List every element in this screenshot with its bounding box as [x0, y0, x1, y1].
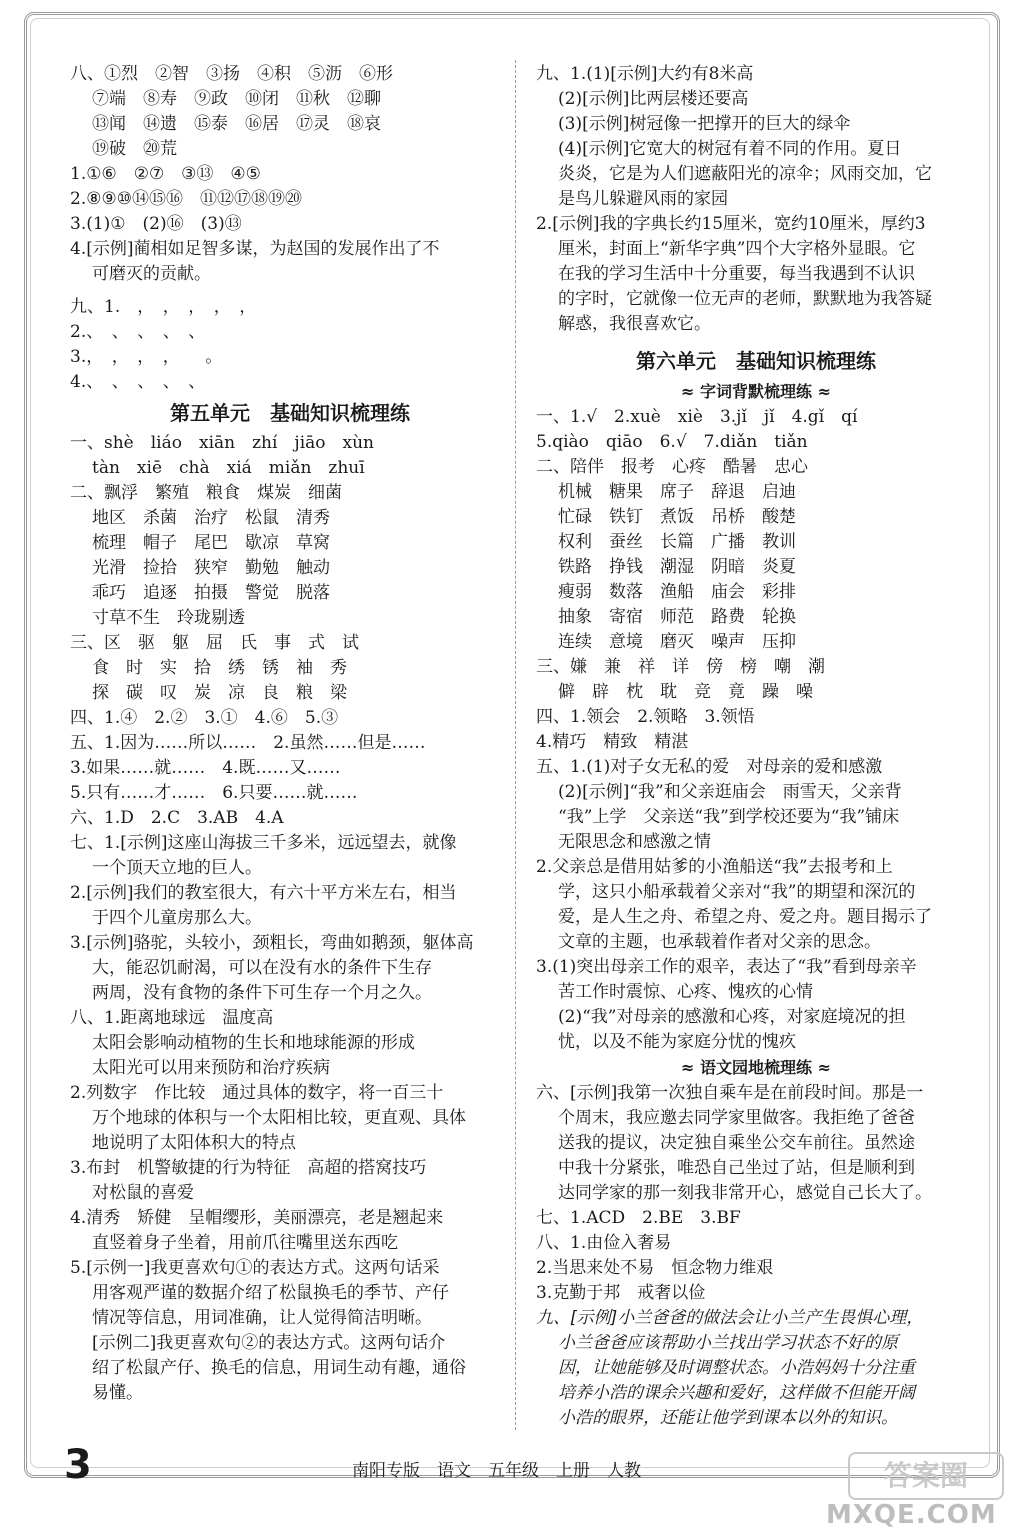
left2-line: 直竖着身子坐着，用前爪往嘴里送东西吃	[92, 1233, 398, 1253]
right-column	[536, 62, 976, 1431]
left2-line: 一个顶天立地的巨人。	[92, 858, 262, 878]
right3-line: 培养小浩的课余兴趣和爱好，这样做不但能开阔	[558, 1383, 915, 1403]
right2-line: 文章的主题，也承载着作者对父亲的思念。	[558, 932, 881, 952]
left2-line: 2.[示例]我们的教室很大，有六十平方米左右，相当	[70, 883, 457, 903]
left-line: ⑦端 ⑧寿 ⑨政 ⑩闭 ⑪秋 ⑫聊	[92, 89, 381, 109]
right2-line: 二、陪伴 报考 心疼 酷暑 忠心	[536, 457, 808, 477]
right2-line: 4.精巧 精致 精湛	[536, 732, 689, 752]
left2-line: 用客观严谨的数据介绍了松鼠换毛的季节、产仔	[92, 1283, 449, 1303]
right2-line: 5.qiào qiāo 6.√ 7.diǎn tiǎn	[536, 432, 808, 452]
right2-line: 三、嫌 兼 祥 详 傍 榜 嘲 潮	[536, 657, 825, 677]
right3-line: 八、1.由俭入奢易	[536, 1233, 672, 1253]
right-line: 在我的学习生活中十分重要，每当我遇到不认识	[558, 264, 915, 284]
left2-line: [示例二]我更喜欢句②的表达方式。这两句话介	[92, 1333, 446, 1353]
right2-line: 爱，是人生之舟、希望之舟、爱之舟。题目揭示了	[558, 907, 932, 927]
right2-line: “我”上学 父亲送“我”到学校还要为“我”铺床	[558, 807, 900, 827]
left2-line: 5.只有……才…… 6.只要……就……	[70, 783, 358, 803]
right3-line: 小兰爸爸应该帮助小兰找出学习状态不好的原	[558, 1333, 898, 1353]
left2-line: 于四个儿童房那么大。	[92, 908, 262, 928]
right2-line: 四、1.领会 2.领略 3.领悟	[536, 707, 755, 727]
left2-line: 4.清秀 矫健 呈帽缨形，美丽漂亮，老是翘起来	[70, 1208, 444, 1228]
right3-line: 因，让她能够及时调整状态。小浩妈妈十分注重	[558, 1358, 915, 1378]
left2-line: 太阳会影响动植物的生长和地球能源的形成	[92, 1033, 415, 1053]
right3-line: 2.当思来处不易 恒念物力维艰	[536, 1258, 774, 1278]
left2-line: tàn xiē chà xiá miǎn zhuī	[92, 458, 365, 478]
subsection-title-garden: ≈ 语文园地梳理练 ≈	[681, 1058, 831, 1077]
right2-line: 僻 辟 枕 耽 竞 竟 躁 噪	[558, 682, 813, 702]
right3-line: 小浩的眼界，还能让他学到课本以外的知识。	[558, 1408, 898, 1428]
left2-line: 绍了松鼠产仔、换毛的信息，用词生动有趣，通俗	[92, 1358, 466, 1378]
right2-line: 无限思念和感激之情	[558, 832, 711, 852]
right-line: (4)[示例]它宽大的树冠有着不同的作用。夏日	[558, 139, 902, 159]
column-divider	[515, 60, 516, 1430]
unit6-title: 第六单元 基础知识梳理练	[636, 349, 876, 373]
right-line: 九、1.(1)[示例]大约有8米高	[536, 64, 754, 84]
right3-line: 九、[示例]小兰爸爸的做法会让小兰产生畏惧心理，	[536, 1308, 924, 1328]
left-column	[70, 62, 510, 1406]
right-line: 炎炎，它是为人们遮蔽阳光的凉伞；风雨交加，它	[558, 164, 932, 184]
left2-line: 地说明了太阳体积大的特点	[92, 1133, 296, 1153]
left2-line: 5.[示例一]我更喜欢句①的表达方式。这两句话采	[70, 1258, 440, 1278]
left-line: 3.(1)① (2)⑯ (3)⑬	[70, 214, 242, 234]
left2-line: 3.[示例]骆驼，头较小，颈粗长，弯曲如鹅颈，躯体高	[70, 933, 474, 953]
left2-line: 一、shè liáo xiān zhí jiāo xùn	[70, 433, 374, 453]
left2-line: 食 时 实 拾 绣 锈 袖 秀	[92, 658, 347, 678]
left2-line: 八、1.距离地球远 温度高	[70, 1008, 274, 1028]
left-line	[70, 287, 510, 295]
right2-line: 抽象 寄宿 师范 路费 轮换	[558, 607, 796, 627]
left-line: 2.、 、 、 、 、	[70, 322, 206, 342]
left2-line: 寸草不生 玲珑剔透	[92, 608, 245, 628]
right3-line: 达同学家的那一刻我非常开心，感觉自己长大了。	[558, 1183, 932, 1203]
footer-text: 南阳专版 语文 五年级 上册 人教	[352, 1461, 641, 1481]
right2-line: 3.(1)突出母亲工作的艰辛，表达了“我”看到母亲辛	[536, 957, 917, 977]
left2-line: 易懂。	[92, 1383, 143, 1403]
left-line: 2.⑧⑨⑩⑭⑮⑯ ⑪⑫⑰⑱⑲⑳	[70, 189, 302, 209]
left2-line: 四、1.④ 2.② 3.① 4.⑥ 5.③	[70, 708, 339, 728]
right2-line: 忧，以及不能为家庭分忧的愧疚	[558, 1032, 796, 1052]
subsection-title-words: ≈ 字词背默梳理练 ≈	[681, 382, 831, 401]
right2-line: 苦工作时震惊、心疼、愧疚的心情	[558, 982, 813, 1002]
right-line: 是鸟儿躲避风雨的家园	[558, 189, 728, 209]
left-line: 九、1. ， ， ， ， ，	[70, 297, 257, 317]
left2-line: 光滑 捡拾 狭窄 勤勉 触动	[92, 558, 330, 578]
left2-line: 2.列数字 作比较 通过具体的数字，将一百三十	[70, 1083, 444, 1103]
right2-line: (2)[示例]“我”和父亲逛庙会 雨雪天，父亲背	[558, 782, 902, 802]
left2-line: 3.布封 机警敏捷的行为特征 高超的搭窝技巧	[70, 1158, 427, 1178]
left2-line: 3.如果……就…… 4.既……又……	[70, 758, 341, 778]
right2-line: 铁路 挣钱 潮湿 阴暗 炎夏	[558, 557, 796, 577]
left2-line: 探 碳 叹 炭 凉 良 粮 梁	[92, 683, 347, 703]
left2-line: 六、1.D 2.C 3.AB 4.A	[70, 808, 284, 828]
right2-line: 权利 蚕丝 长篇 广播 教训	[558, 532, 796, 552]
left-line: 1.①⑥ ②⑦ ③⑬ ④⑤	[70, 164, 261, 184]
left2-line: 三、区 驱 躯 屈 氏 事 式 试	[70, 633, 359, 653]
right3-line: 送我的提议，决定独自乘坐公交车前往。虽然途	[558, 1133, 915, 1153]
left2-line: 二、飘浮 繁殖 粮食 煤炭 细菌	[70, 483, 342, 503]
right-line: (2)[示例]比两层楼还要高	[558, 89, 749, 109]
left-line: ⑲破 ⑳荒	[92, 139, 177, 159]
right-line: 2.[示例]我的字典长约15厘米，宽约10厘米，厚约3	[536, 214, 926, 234]
right2-line: 2.父亲总是借用姑爹的小渔船送“我”去报考和上	[536, 857, 893, 877]
left2-line: 七、1.[示例]这座山海拔三千多米，远远望去，就像	[70, 833, 457, 853]
right-line: 解惑，我很喜欢它。	[558, 314, 711, 334]
left-line: ⑬闻 ⑭遗 ⑮泰 ⑯居 ⑰灵 ⑱哀	[92, 114, 381, 134]
left2-line: 梳理 帽子 尾巴 歇凉 草窝	[92, 533, 330, 553]
right3-line: 七、1.ACD 2.BE 3.BF	[536, 1208, 741, 1228]
right-line: 厘米，封面上“新华字典”四个大字格外显眼。它	[558, 239, 916, 259]
left2-line: 大，能忍饥耐渴，可以在没有水的条件下生存	[92, 958, 432, 978]
left2-line: 对松鼠的喜爱	[92, 1183, 194, 1203]
left-line: 3.， ， ， ， 。	[70, 347, 223, 367]
right2-line: 一、1.√ 2.xuè xiè 3.jǐ jǐ 4.gǐ qí	[536, 407, 858, 427]
right2-line: 五、1.(1)对子女无私的爱 对母亲的爱和感激	[536, 757, 883, 777]
right2-line: (2)“我”对母亲的感激和心疼，对家庭境况的担	[558, 1007, 906, 1027]
right2-line: 机械 糖果 席子 辞退 启迪	[558, 482, 796, 502]
left-line: 4.[示例]蔺相如足智多谋，为赵国的发展作出了不	[70, 239, 440, 259]
left2-line: 五、1.因为……所以…… 2.虽然……但是……	[70, 733, 426, 753]
right3-line: 六、[示例]我第一次独自乘车是在前段时间。那是一	[536, 1083, 924, 1103]
page-number: 3	[64, 1442, 92, 1488]
right-line: (3)[示例]树冠像一把撑开的巨大的绿伞	[558, 114, 851, 134]
right3-line: 中我十分紧张，唯恐自己坐过了站，但是顺利到	[558, 1158, 915, 1178]
left2-line: 万个地球的体积与一个太阳相比较，更直观、具体	[92, 1108, 466, 1128]
left-line: 4.、 、 、 、 、	[70, 372, 206, 392]
right3-line: 3.克勤于邦 戒奢以俭	[536, 1283, 706, 1303]
left2-line: 地区 杀菌 治疗 松鼠 清秀	[92, 508, 330, 528]
left2-line: 情况等信息，用词准确，让人觉得简洁明晰。	[92, 1308, 432, 1328]
right2-line: 瘦弱 数落 渔船 庙会 彩排	[558, 582, 796, 602]
right2-line: 连续 意境 磨灭 噪声 压抑	[558, 632, 796, 652]
left-line: 八、①烈 ②智 ③扬 ④积 ⑤沥 ⑥形	[70, 64, 393, 84]
right2-line: 忙碌 铁钉 煮饭 吊桥 酸楚	[558, 507, 796, 527]
right3-line: 个周末，我应邀去同学家里做客。我拒绝了爸爸	[558, 1108, 915, 1128]
unit5-title: 第五单元 基础知识梳理练	[170, 401, 410, 425]
left-line: 可磨灭的贡献。	[92, 264, 211, 284]
watermark-logo: 答案圈	[848, 1452, 1004, 1500]
left2-line: 两周，没有食物的条件下可生存一个月之久。	[92, 983, 432, 1003]
watermark-url: MXQE.COM	[826, 1500, 997, 1530]
left2-line: 太阳光可以用来预防和治疗疾病	[92, 1058, 330, 1078]
right-line: 的字时，它就像一位无声的老师，默默地为我答疑	[558, 289, 932, 309]
left2-line: 乖巧 追逐 拍摄 警觉 脱落	[92, 583, 330, 603]
right2-line: 学，这只小船承载着父亲对“我”的期望和深沉的	[558, 882, 916, 902]
